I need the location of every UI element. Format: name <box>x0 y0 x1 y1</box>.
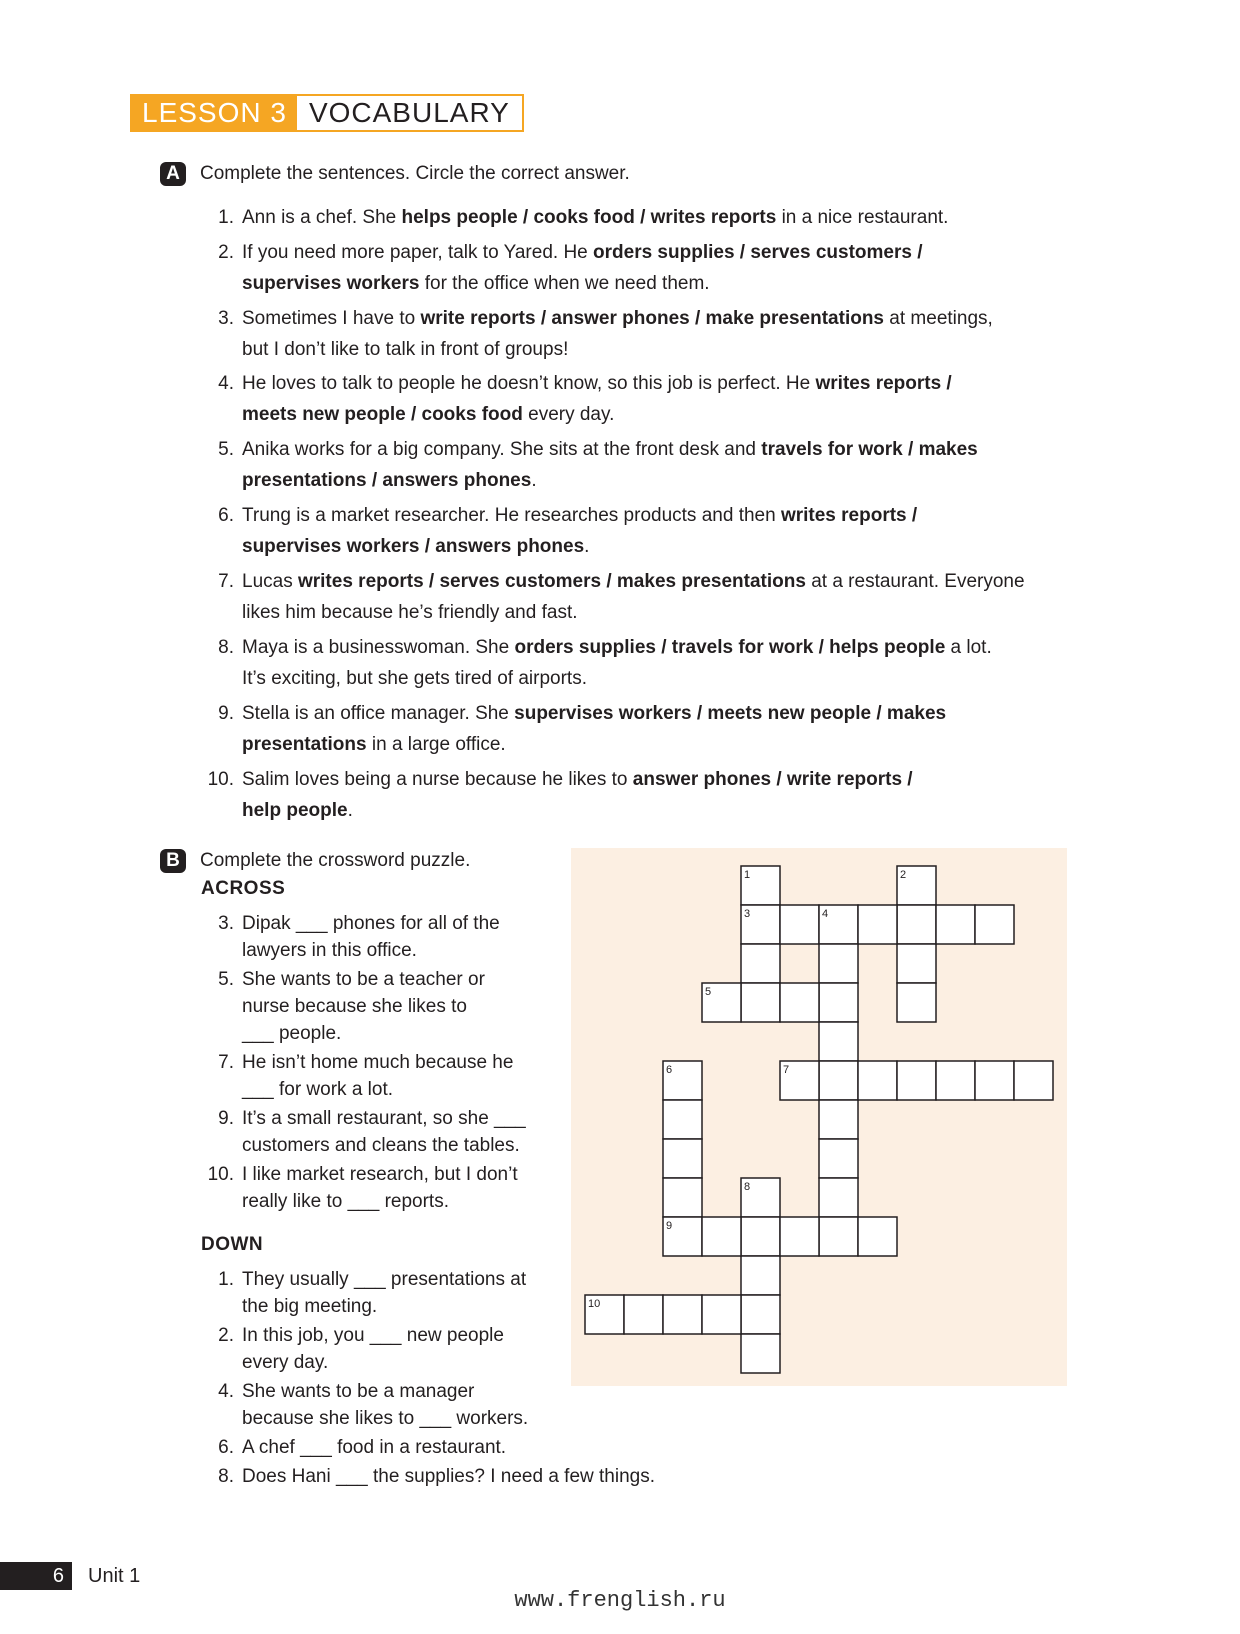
crossword-cell[interactable] <box>819 944 858 983</box>
exercise-item <box>198 500 1078 562</box>
crossword-cell[interactable] <box>663 1178 702 1217</box>
item-number: 3. <box>218 307 234 329</box>
section-b-heading <box>160 849 470 873</box>
answer-options[interactable]: writes reports / <box>815 373 952 395</box>
clue-number: 5. <box>218 969 234 990</box>
crossword-clue-label: 5 <box>705 986 712 998</box>
exercise-item <box>198 237 1078 299</box>
sentence-text: for the office when we need them. <box>419 272 710 294</box>
crossword-cell[interactable] <box>897 983 936 1022</box>
clue-number: 3. <box>218 913 234 934</box>
crossword-clue-label: 7 <box>783 1064 790 1076</box>
crossword-clue-label: 1 <box>744 869 751 881</box>
sentence-text: at meetings, <box>884 307 993 329</box>
crossword-cell[interactable] <box>741 983 780 1022</box>
clue-text: It’s a small restaurant, so she ___ customers and cleans the tables. <box>242 1108 526 1156</box>
answer-options[interactable]: answer phones / write reports / <box>632 768 913 790</box>
sentence-text: Maya is a businesswoman. She <box>242 637 515 658</box>
crossword-cell[interactable] <box>858 905 897 944</box>
sentence-text: It’s exciting, but she gets tired of airports. <box>242 668 587 689</box>
crossword-cell[interactable] <box>858 1061 897 1100</box>
item-number: 4. <box>218 373 234 395</box>
down-heading: DOWN <box>201 1234 264 1255</box>
crossword-clue-label: 9 <box>666 1220 673 1232</box>
item-number: 6. <box>218 505 234 527</box>
sentence-text: . <box>584 536 590 558</box>
crossword-clue-label: 6 <box>666 1064 673 1076</box>
sentence-text: . <box>347 799 353 821</box>
item-number: 1. <box>218 207 234 228</box>
item-text <box>242 698 1078 760</box>
crossword-cell[interactable] <box>741 1334 780 1373</box>
sentence-text: Trung is a market researcher. He researches products and then <box>242 505 781 527</box>
exercise-item <box>198 303 1078 365</box>
crossword-cell[interactable] <box>897 905 936 944</box>
watermark-text: www.frenglish.ru <box>514 1588 726 1613</box>
across-heading: ACROSS <box>201 878 286 899</box>
across-clue <box>198 910 558 964</box>
item-text <box>242 368 1078 430</box>
answer-options[interactable]: help people <box>242 799 348 821</box>
item-number: 9. <box>218 702 234 724</box>
lesson-number: LESSON 3 <box>132 96 297 130</box>
down-clue <box>198 1378 558 1432</box>
crossword-cell[interactable] <box>819 1217 858 1256</box>
item-number: 10. <box>207 768 234 790</box>
page-number: 6 <box>0 1562 72 1590</box>
section-a-heading <box>160 162 630 186</box>
crossword-cell[interactable] <box>780 1217 819 1256</box>
clue-number: 2. <box>218 1325 234 1346</box>
down-clue <box>198 1463 718 1490</box>
crossword-cell[interactable] <box>663 1139 702 1178</box>
clue-text: I like market research, but I don’t really like to ___ reports. <box>242 1164 518 1212</box>
crossword-cell[interactable] <box>819 1022 858 1061</box>
down-clue <box>198 1266 558 1320</box>
sentence-text: at a restaurant. Everyone <box>805 571 1025 593</box>
item-text <box>242 303 1078 365</box>
section-a-instruction: Complete the sentences. Circle the correct answer. <box>200 163 630 184</box>
sentence-text: Sometimes I have to <box>242 307 421 329</box>
clue-text: She wants to be a manager because she likes to ___ workers. <box>242 1381 529 1429</box>
crossword-cell[interactable] <box>624 1295 663 1334</box>
item-text <box>242 202 1078 233</box>
item-number: 7. <box>218 571 234 593</box>
crossword-cell[interactable] <box>858 1217 897 1256</box>
unit-label: Unit 1 <box>88 1565 141 1587</box>
answer-options[interactable]: writes reports / serves customers / makes presentations <box>297 571 806 593</box>
crossword-cell[interactable] <box>780 983 819 1022</box>
section-a-badge: A <box>160 162 186 186</box>
sentence-text: Ann is a chef. She <box>242 207 402 228</box>
answer-options[interactable]: presentations <box>242 733 367 755</box>
exercise-item <box>198 566 1078 628</box>
item-text <box>242 237 1078 299</box>
across-clue <box>198 1105 558 1159</box>
crossword-cell[interactable] <box>897 1061 936 1100</box>
sentence-text: Stella is an office manager. She <box>242 702 515 724</box>
item-number: 5. <box>218 439 234 461</box>
item-text <box>242 632 1078 694</box>
crossword-cell[interactable] <box>819 1139 858 1178</box>
crossword-cell[interactable] <box>819 1061 858 1100</box>
answer-options[interactable]: orders supplies / serves customers / <box>593 241 923 263</box>
clue-number: 8. <box>218 1466 234 1487</box>
crossword-cell[interactable] <box>1014 1061 1053 1100</box>
crossword-cell[interactable] <box>897 944 936 983</box>
across-clue <box>198 966 558 1047</box>
sentence-text: every day. <box>522 404 615 426</box>
clue-text: He isn’t home much because he ___ for work a lot. <box>242 1052 514 1100</box>
crossword-cell[interactable] <box>936 1061 975 1100</box>
exercise-item <box>198 632 1078 694</box>
clue-number: 7. <box>218 1052 234 1073</box>
exercise-item <box>198 202 1078 233</box>
down-clue <box>198 1434 558 1461</box>
lesson-title: VOCABULARY <box>297 96 522 130</box>
answer-options[interactable]: supervises workers <box>242 272 420 294</box>
item-text <box>242 566 1078 628</box>
clue-number: 4. <box>218 1381 234 1402</box>
down-clue <box>198 1322 558 1376</box>
item-text <box>242 764 1078 826</box>
crossword-cell[interactable] <box>936 905 975 944</box>
crossword-cell[interactable] <box>975 1061 1014 1100</box>
answer-options[interactable]: helps people / cooks food / writes reports <box>401 207 777 228</box>
item-text <box>242 500 1078 562</box>
sentence-text: Anika works for a big company. She sits at the front desk and <box>242 439 762 461</box>
crossword-cell[interactable] <box>663 1295 702 1334</box>
crossword-cell[interactable] <box>819 983 858 1022</box>
answer-options[interactable]: travels for work / makes <box>761 439 978 461</box>
clue-text: Does Hani ___ the supplies? I need a few things. <box>242 1466 655 1487</box>
answer-options[interactable]: supervises workers / meets new people / makes <box>514 702 947 724</box>
crossword-clue-label: 10 <box>588 1298 601 1310</box>
clue-number: 10. <box>207 1164 234 1185</box>
crossword-cell[interactable] <box>741 1295 780 1334</box>
clue-text: Dipak ___ phones for all of the lawyers in this office. <box>242 913 500 961</box>
exercise-item <box>198 698 1078 760</box>
answer-options[interactable]: writes reports / <box>780 505 918 527</box>
sentence-text: a lot. <box>945 637 992 658</box>
clue-number: 1. <box>218 1269 234 1290</box>
sentence-text: but I don’t like to talk in front of groups! <box>242 338 569 360</box>
lesson-header <box>130 94 524 132</box>
sentence-text: likes him because he’s friendly and fast. <box>242 602 578 624</box>
sentence-text: Salim loves being a nurse because he likes to <box>242 768 633 790</box>
crossword-clue-label: 4 <box>822 908 829 920</box>
item-number: 2. <box>218 241 234 263</box>
crossword-cell[interactable] <box>819 1100 858 1139</box>
crossword-cell[interactable] <box>780 905 819 944</box>
exercise-item <box>198 764 1078 826</box>
item-text <box>242 434 1078 496</box>
clue-text: She wants to be a teacher or nurse because she likes to ___ people. <box>242 969 485 1044</box>
answer-options[interactable]: write reports / answer phones / make presentations <box>420 307 885 329</box>
crossword-clue-label: 2 <box>900 869 907 881</box>
across-clue <box>198 1049 558 1103</box>
sentence-text: Lucas <box>242 571 298 593</box>
section-b-instruction: Complete the crossword puzzle. <box>200 850 471 871</box>
answer-options[interactable]: presentations / answers phones <box>242 470 532 492</box>
crossword-cell[interactable] <box>702 1295 741 1334</box>
answer-options[interactable]: meets new people / cooks food <box>242 404 523 426</box>
answer-options[interactable]: supervises workers / answers phones <box>242 536 585 558</box>
section-b-badge: B <box>160 849 186 873</box>
clue-text: They usually ___ presentations at the big meeting. <box>242 1269 527 1317</box>
sentence-text: in a large office. <box>366 733 506 755</box>
sentence-text: If you need more paper, talk to Yared. He <box>242 241 594 263</box>
item-number: 8. <box>218 637 234 658</box>
crossword-clue-label: 8 <box>744 1181 751 1193</box>
crossword-grid <box>571 848 1067 1386</box>
crossword-cell[interactable] <box>975 905 1014 944</box>
sentence-text: in a nice restaurant. <box>776 207 949 228</box>
clue-text: In this job, you ___ new people every day. <box>242 1325 504 1373</box>
across-clue <box>198 1161 558 1215</box>
clue-number: 6. <box>218 1437 234 1458</box>
crossword-cell[interactable] <box>741 1256 780 1295</box>
crossword-cell[interactable] <box>663 1100 702 1139</box>
sentence-text: He loves to talk to people he doesn’t know, so this job is perfect. He <box>242 373 816 395</box>
sentence-text: . <box>531 470 537 492</box>
clue-text: A chef ___ food in a restaurant. <box>242 1437 507 1458</box>
crossword-cell[interactable] <box>702 1217 741 1256</box>
crossword-cell[interactable] <box>741 944 780 983</box>
crossword-cell[interactable] <box>741 1217 780 1256</box>
crossword-cell[interactable] <box>819 1178 858 1217</box>
crossword-clue-label: 3 <box>744 908 751 920</box>
answer-options[interactable]: orders supplies / travels for work / helps people <box>514 637 946 658</box>
clue-number: 9. <box>218 1108 234 1129</box>
exercise-item <box>198 434 1078 496</box>
exercise-item <box>198 368 1078 430</box>
